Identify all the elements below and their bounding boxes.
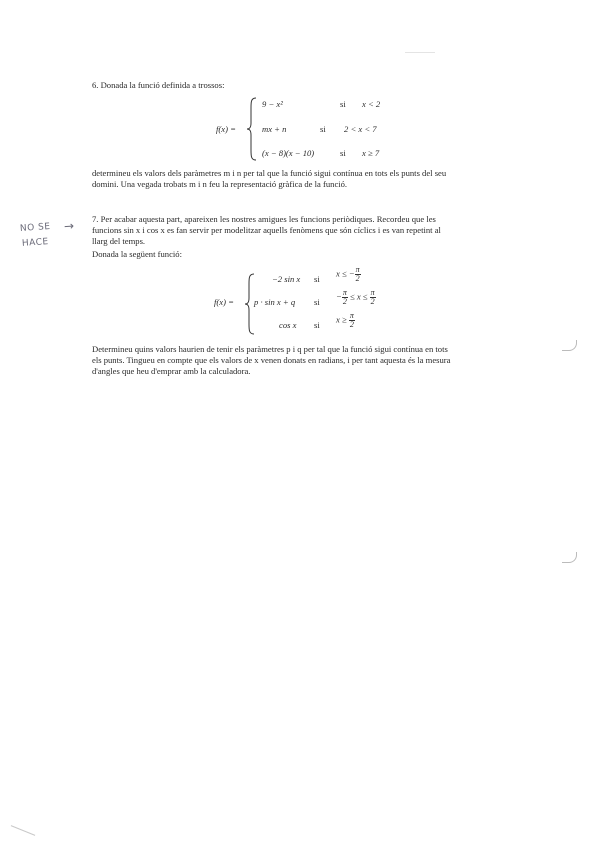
problem7-case3-frac [349, 312, 355, 329]
problem6-case1-expr: 9 − x² [262, 99, 283, 109]
margin-note-line1: NO SE [19, 221, 51, 235]
problem7-case2-expr: p · sin x + q [254, 297, 296, 307]
problem7-case1-frac [355, 266, 361, 283]
problem6-function-lhs: f(x) = [216, 124, 236, 134]
problem7-text-line1: Determineu quins valors haurien de tenir els paràmetres p i q per tal que la funció sigui contínua en tots [92, 344, 448, 354]
problem7-case3-si: si [314, 320, 320, 330]
problem7-case2-frac1-den: 2 [342, 297, 347, 306]
problem6-case3-si: si [340, 148, 346, 158]
problem7-case1-frac-num: π [355, 265, 360, 274]
problem7-case2-cond-pre: − [336, 291, 342, 302]
problem7-case1-cond-pre: x ≤ − [336, 268, 355, 279]
problem7-case3-frac-num: π [349, 311, 354, 320]
problem7-case2-cond [336, 289, 376, 306]
problem7-line3: llarg del temps. [92, 236, 146, 246]
problem6-case3-expr: (x − 8)(x − 10) [262, 148, 315, 158]
problem6-case2-expr: mx + n [262, 124, 287, 134]
problem6-text-line1: determineu els valors dels paràmetres m i n per tal que la funció sigui contínua en tots els punts del seu [92, 168, 447, 178]
problem6-text-line2: domini. Una vegada trobats m i n feu la representació gràfica de la funció. [92, 179, 348, 189]
problem7-case3-cond [336, 312, 355, 329]
problem7-case3-expr: cos x [279, 320, 297, 330]
problem7-case1-frac-den: 2 [355, 274, 360, 283]
problem7-text-line3: d'angles que heu d'emprar amb la calculadora. [92, 366, 251, 376]
problem6-case1-cond: x < 2 [362, 99, 381, 109]
problem6-intro: 6. Donada la funció definida a trossos: [92, 80, 225, 90]
margin-note-arrow: → [63, 218, 76, 234]
problem7-line1: 7. Per acabar aquesta part, apareixen les nostres amigues les funcions periòdiques. Recordeu que les [92, 214, 436, 224]
problem7-case1-cond [336, 266, 361, 283]
scan-mark-right-2 [562, 552, 577, 563]
scan-mark-right-1 [562, 340, 577, 351]
problem7-case2-frac2 [370, 289, 376, 306]
margin-note-line2: HACE [21, 237, 50, 249]
problem7-case2-frac2-den: 2 [370, 297, 375, 306]
problem7-case2-frac1-num: π [342, 288, 347, 297]
problem7-case1-si: si [314, 274, 320, 284]
problem6-case3-cond: x ≥ 7 [362, 148, 380, 158]
problem7-function-lhs: f(x) = [214, 297, 234, 307]
problem7-case2-si: si [314, 297, 320, 307]
problem6-brace [246, 96, 258, 162]
problem7-case3-frac-den: 2 [349, 320, 354, 329]
problem7-case1-expr: −2 sin x [272, 274, 301, 284]
problem7-text-line2: els punts. Tingueu en compte que els valors de x venen donats en radians, i per tant aquesta és la mesura [92, 355, 451, 365]
problem6-case1-si: si [340, 99, 346, 109]
problem7-case3-cond-pre: x ≥ [336, 314, 349, 325]
scan-mark-bottom-left [11, 825, 35, 836]
problem7-line2: funcions sin x i cos x es fan servir per modelitzar aquells fenòmens que són cíclics i es van repetint al [92, 225, 441, 235]
problem7-case2-cond-mid: ≤ x ≤ [347, 291, 370, 302]
problem6-case2-si: si [320, 124, 326, 134]
scan-mark-top [405, 52, 435, 53]
problem6-case2-cond: 2 < x < 7 [344, 124, 377, 134]
problem7-line4: Donada la següent funció: [92, 249, 182, 259]
problem7-case2-frac2-num: π [370, 288, 375, 297]
